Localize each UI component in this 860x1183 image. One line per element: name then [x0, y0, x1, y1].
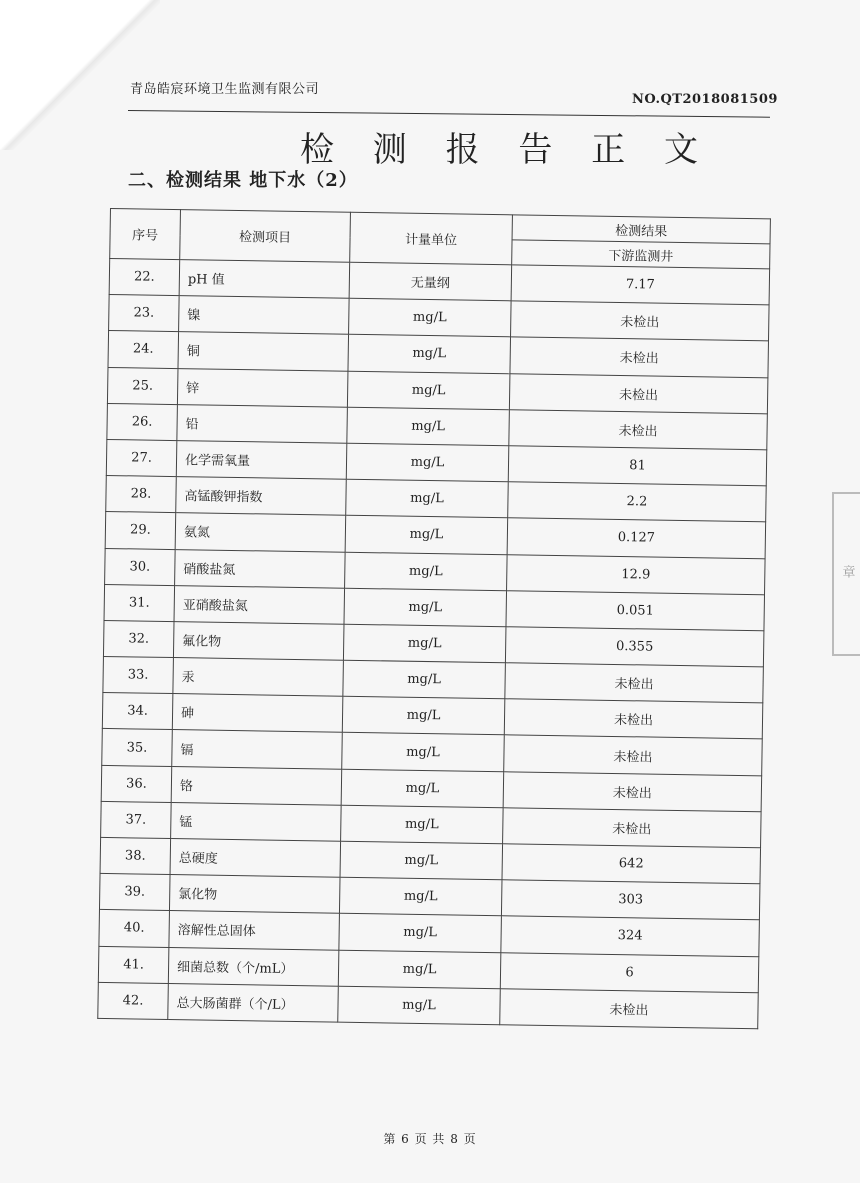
- cell-value: 未检出: [500, 988, 759, 1028]
- cell-value: 642: [502, 844, 761, 884]
- cell-item: 汞: [173, 658, 344, 697]
- cell-seq: 34.: [102, 693, 173, 730]
- cell-unit: mg/L: [339, 877, 502, 916]
- cell-value: 7.17: [511, 265, 770, 305]
- cell-seq: 32.: [103, 620, 174, 657]
- table-body: [98, 259, 770, 1029]
- cell-seq: 22.: [109, 259, 180, 296]
- cell-seq: 38.: [100, 837, 171, 874]
- cell-seq: 40.: [99, 910, 170, 947]
- header-divider: [128, 110, 770, 118]
- cell-seq: 42.: [98, 982, 169, 1019]
- results-table-wrapper: [97, 208, 770, 1029]
- cell-seq: 30.: [105, 548, 176, 585]
- cell-seq: 25.: [107, 367, 178, 404]
- cell-item: 亚硝酸盐氮: [174, 585, 345, 624]
- cell-value: 2.2: [508, 482, 767, 522]
- cell-item: 化学需氧量: [176, 441, 347, 480]
- cell-value: 303: [501, 880, 760, 920]
- cell-unit: mg/L: [341, 805, 504, 844]
- cell-item: 锌: [177, 368, 348, 407]
- cell-item: 镍: [179, 296, 350, 335]
- column-header-site: 下游监测井: [512, 240, 770, 269]
- cell-item: 硝酸盐氮: [175, 549, 346, 588]
- cell-value: 未检出: [509, 373, 768, 413]
- cell-item: 锰: [171, 802, 342, 841]
- cell-unit: 无量纲: [349, 262, 512, 301]
- cell-item: 氨氮: [175, 513, 346, 552]
- cell-value: 未检出: [510, 337, 769, 377]
- cell-value: 81: [508, 446, 767, 486]
- cell-value: 未检出: [504, 699, 763, 739]
- results-table: [97, 208, 771, 1029]
- cell-item: 砷: [172, 694, 343, 733]
- cell-unit: mg/L: [339, 914, 502, 953]
- cell-seq: 39.: [99, 874, 170, 911]
- cell-item: 氯化物: [169, 875, 340, 914]
- cell-value: 未检出: [509, 410, 768, 450]
- cell-unit: mg/L: [341, 769, 504, 808]
- cell-value: 12.9: [507, 554, 766, 594]
- cell-unit: mg/L: [340, 841, 503, 880]
- cell-unit: mg/L: [345, 516, 508, 555]
- cell-value: 0.355: [505, 627, 764, 667]
- cell-item: 总大肠菌群（个/L）: [168, 983, 339, 1022]
- cell-value: 0.051: [506, 590, 765, 630]
- page-title: 检 测 报 告 正 文: [300, 130, 713, 170]
- cell-unit: mg/L: [342, 696, 505, 735]
- cell-item: 铅: [177, 404, 348, 443]
- cell-seq: 26.: [107, 403, 178, 440]
- cell-unit: mg/L: [346, 479, 509, 518]
- cell-item: 铜: [178, 332, 349, 371]
- cell-seq: 28.: [106, 476, 177, 513]
- page-number: 第 6 页 共 8 页: [383, 1132, 477, 1146]
- cell-item: 细菌总数（个/mL）: [168, 947, 339, 986]
- cell-unit: mg/L: [348, 335, 511, 374]
- cell-value: 未检出: [505, 663, 764, 703]
- cell-item: 铬: [171, 766, 342, 805]
- cell-seq: 37.: [101, 801, 172, 838]
- cell-item: 氟化物: [173, 621, 344, 660]
- cell-unit: mg/L: [343, 660, 506, 699]
- cell-seq: 35.: [102, 729, 173, 766]
- cell-seq: 24.: [108, 331, 179, 368]
- cell-item: 总硬度: [170, 839, 341, 878]
- seal-stamp: 章: [832, 492, 860, 656]
- cell-item: 高锰酸钾指数: [176, 477, 347, 516]
- cell-unit: mg/L: [338, 950, 501, 989]
- cell-seq: 33.: [103, 657, 174, 694]
- cell-unit: mg/L: [338, 986, 501, 1025]
- cell-unit: mg/L: [342, 733, 505, 772]
- cell-unit: mg/L: [345, 552, 508, 591]
- cell-value: 未检出: [503, 771, 762, 811]
- cell-seq: 27.: [106, 439, 177, 476]
- cell-value: 未检出: [504, 735, 763, 775]
- cell-item: pH 值: [179, 260, 350, 299]
- cell-value: 324: [501, 916, 760, 956]
- cell-unit: mg/L: [346, 443, 509, 482]
- column-header-unit: 计量单位: [350, 212, 513, 265]
- cell-unit: mg/L: [349, 298, 512, 337]
- cell-item: 镉: [172, 730, 343, 769]
- cell-unit: mg/L: [347, 407, 510, 446]
- section-title: 二、检测结果 地下水（2）: [128, 170, 358, 191]
- column-header-result: 检测结果: [512, 215, 770, 244]
- report-number: NO.QT2018081509: [632, 92, 778, 107]
- cell-seq: 31.: [104, 584, 175, 621]
- cell-item: 溶解性总固体: [169, 911, 340, 950]
- cell-seq: 23.: [109, 295, 180, 332]
- cell-seq: 36.: [101, 765, 172, 802]
- cell-unit: mg/L: [347, 371, 510, 410]
- column-header-item: 检测项目: [180, 210, 351, 263]
- cell-seq: 41.: [98, 946, 169, 983]
- cell-unit: mg/L: [344, 588, 507, 627]
- cell-value: 6: [500, 952, 759, 992]
- column-header-seq: 序号: [110, 209, 181, 260]
- cell-value: 0.127: [507, 518, 766, 558]
- cell-value: 未检出: [511, 301, 770, 341]
- cell-seq: 29.: [105, 512, 176, 549]
- folded-corner: [0, 0, 160, 150]
- company-name: 青岛皓宸环境卫生监测有限公司: [130, 82, 320, 97]
- cell-unit: mg/L: [343, 624, 506, 663]
- cell-value: 未检出: [503, 808, 762, 848]
